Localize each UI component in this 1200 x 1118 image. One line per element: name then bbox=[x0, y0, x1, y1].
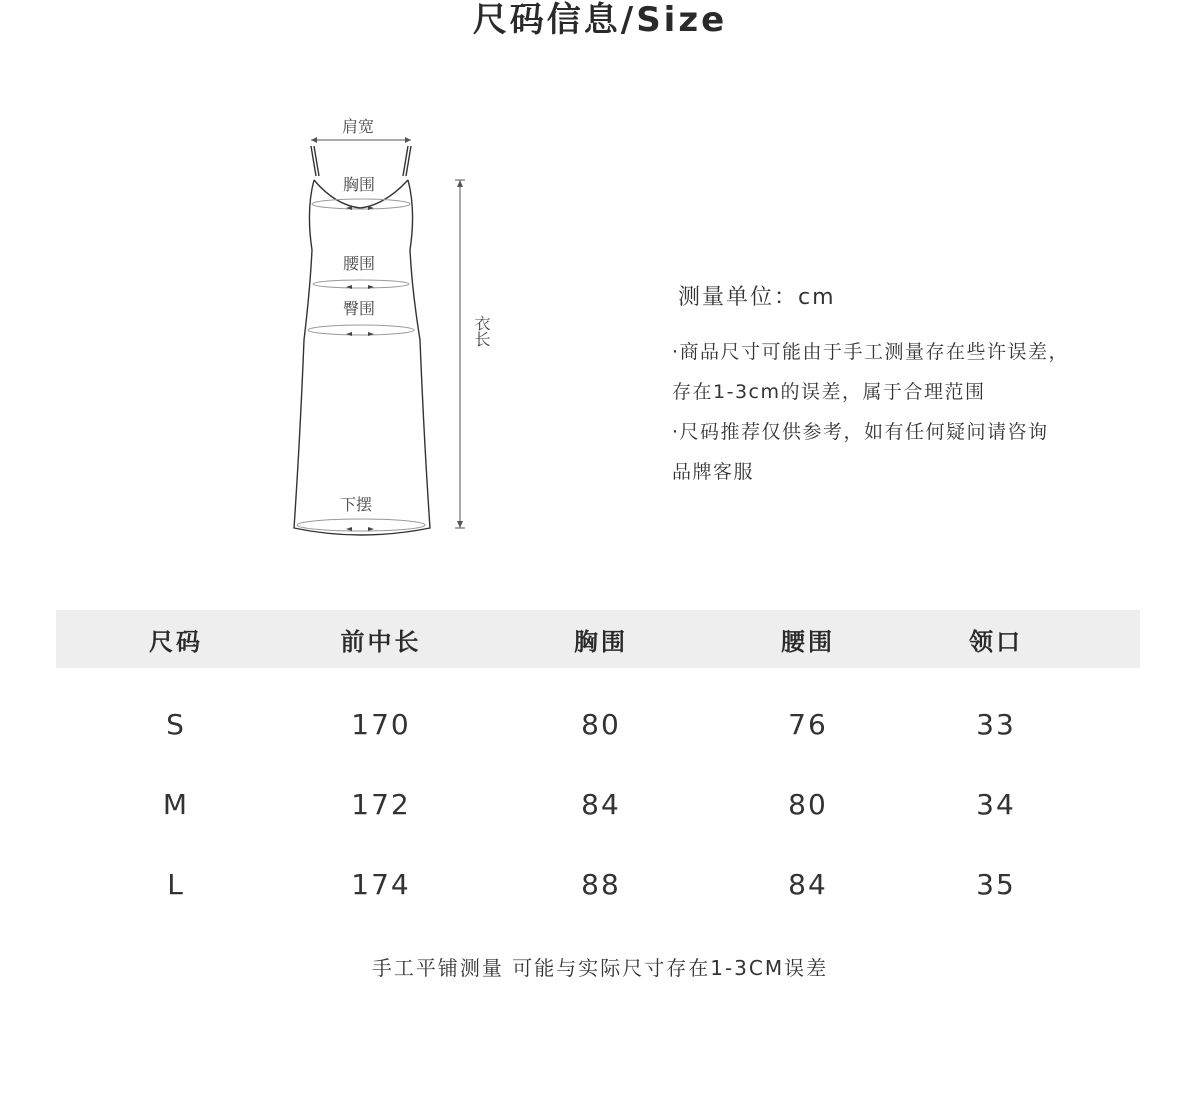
note-line: 存在1-3cm的误差，属于合理范围 bbox=[672, 381, 986, 403]
header-waist: 腰围 bbox=[781, 627, 835, 656]
header-chest: 胸围 bbox=[574, 627, 628, 656]
table-row bbox=[56, 684, 1140, 764]
header-collar: 领口 bbox=[969, 627, 1023, 656]
notes bbox=[672, 332, 1152, 492]
hem-label: 下摆 bbox=[340, 495, 373, 514]
size-table bbox=[56, 610, 1140, 924]
page-title: 尺码信息/Size bbox=[472, 0, 728, 40]
table-cell: 172 bbox=[351, 787, 411, 821]
table-cell: 84 bbox=[788, 867, 828, 901]
dress-measurement-diagram bbox=[280, 110, 520, 550]
table-cell: M bbox=[162, 787, 190, 821]
table-cell: 84 bbox=[581, 787, 621, 821]
table-cell: 80 bbox=[581, 707, 621, 741]
table-cell: 35 bbox=[976, 867, 1016, 901]
table-cell: 170 bbox=[351, 707, 411, 741]
table-cell: 76 bbox=[788, 707, 828, 741]
table-cell: S bbox=[166, 707, 186, 741]
measurement-footnote: 手工平铺测量 可能与实际尺寸存在1-3CM误差 bbox=[371, 956, 829, 980]
table-cell: 174 bbox=[351, 867, 411, 901]
note-line: ·商品尺寸可能由于手工测量存在些许误差， bbox=[672, 341, 1070, 363]
shoulder-label: 肩宽 bbox=[342, 117, 375, 136]
table-header-row bbox=[56, 610, 1140, 668]
measurement-info bbox=[672, 282, 1152, 492]
table-cell: 34 bbox=[976, 787, 1016, 821]
table-cell: 88 bbox=[581, 867, 621, 901]
note-line: ·尺码推荐仅供参考，如有任何疑问请咨询 bbox=[672, 421, 1049, 443]
header-front-length: 前中长 bbox=[340, 627, 422, 656]
table-cell: 80 bbox=[788, 787, 828, 821]
table-cell: L bbox=[167, 867, 185, 901]
table-cell: 33 bbox=[976, 707, 1016, 741]
waist-label: 腰围 bbox=[343, 254, 376, 273]
table-row bbox=[56, 844, 1140, 924]
note-line: 品牌客服 bbox=[672, 461, 755, 483]
table-row bbox=[56, 764, 1140, 844]
header-size: 尺码 bbox=[149, 627, 203, 656]
length-label: 衣长 bbox=[472, 315, 491, 347]
hip-label: 臀围 bbox=[343, 299, 376, 318]
unit-text: 测量单位：cm bbox=[678, 285, 836, 310]
chest-label: 胸围 bbox=[343, 175, 376, 194]
